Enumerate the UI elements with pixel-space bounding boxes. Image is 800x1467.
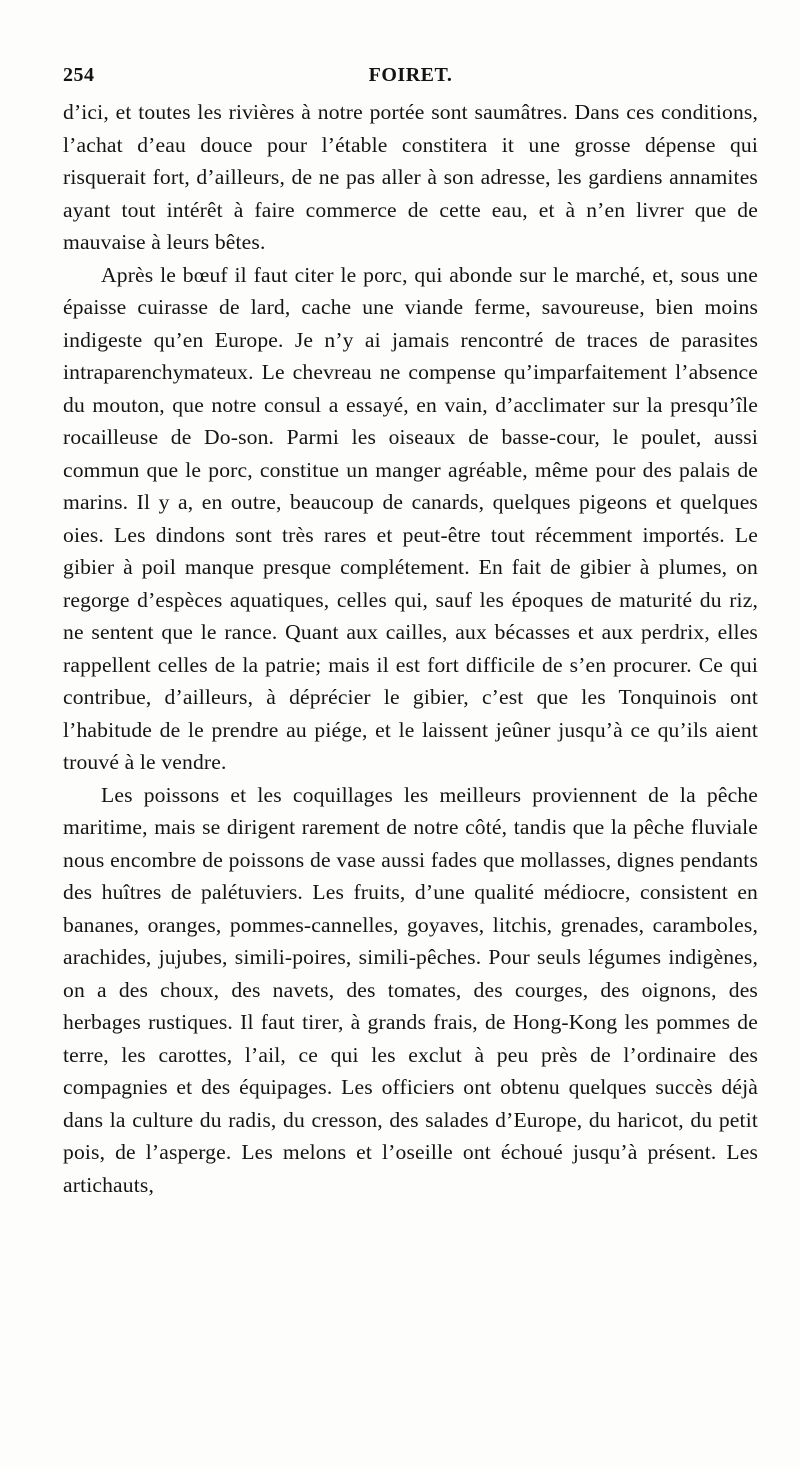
paragraph: Après le bœuf il faut citer le porc, qui abonde sur le marché, et, sous une épaisse cuirasse de lard, cache une viande ferme, savoureuse, bien moins indigeste qu’en Europe. Je n’y ai jamais rencontré de traces de parasites intraparenchymateux. Le chevreau ne compense qu’imparfaitement l’absence du mouton, que notre consul a essayé, en vain, d’acclimater sur la presqu’île rocailleuse de Do-son. Parmi les oiseaux de basse-cour, le poulet, aussi commun que le porc, constitue un manger agréable, même pour des palais de marins. Il y a, en outre, beaucoup de canards, quelques pigeons et quelques oies. Les dindons sont très rares et peut-être tout récemment importés. Le gibier à poil manque presque complétement. En fait de gibier à plumes, on regorge d’espèces aquatiques, celles qui, sauf les époques de maturité du riz, ne sentent que le rance. Quant aux cailles, aux bécasses et aux perdrix, elles rappellent celles de la patrie; mais il est fort difficile de s’en procurer. Ce qui contribue, d’ailleurs, à déprécier le gibier, c’est que les Tonquinois ont l’habitude de le prendre au piége, et le laissent jeûner jusqu’à ce qu’ils aient trouvé à le vendre. — [63, 262, 758, 774]
paragraph: Les poissons et les coquillages les meilleurs proviennent de la pêche maritime, mais se dirigent rarement de notre côté, tandis que la pêche fluviale nous encombre de poissons de vase aussi fades que mollasses, dignes pendants des huîtres de palétuviers. Les fruits, d’une qualité médiocre, consistent en bananes, oranges, pommes-cannelles, goyaves, litchis, grenades, caramboles, arachides, jujubes, simili-poires, simili-pêches. Pour seuls légumes indigènes, on a des choux, des navets, des tomates, des courges, des oignons, des herbages rustiques. Il faut tirer, à grands frais, de Hong-Kong les pommes de terre, les carottes, l’ail, ce qui les exclut à peu près de l’ordinaire des compagnies et des équipages. Les officiers ont obtenu quelques succès déjà dans la culture du radis, du cresson, des salades d’Europe, du haricot, du petit pois, de l’asperge. Les melons et l’oseille ont échoué jusqu’à présent. Les artichauts, — [63, 782, 758, 1197]
paragraph-continued: d’ici, et toutes les rivières à notre portée sont saumâtres. Dans ces conditions, l’achat d’eau douce pour l’étable constitera it une grosse dépense qui risquerait fort, d’ailleurs, de ne pas aller à son adresse, les gardiens annamites ayant tout intérêt à faire commerce de cette eau, et à n’en livrer que de mauvaise à leurs bêtes. — [63, 100, 758, 254]
page-header — [63, 64, 758, 92]
running-title: FOIRET. — [368, 64, 453, 86]
body-text — [63, 96, 758, 1201]
page-number: 254 — [63, 64, 95, 86]
